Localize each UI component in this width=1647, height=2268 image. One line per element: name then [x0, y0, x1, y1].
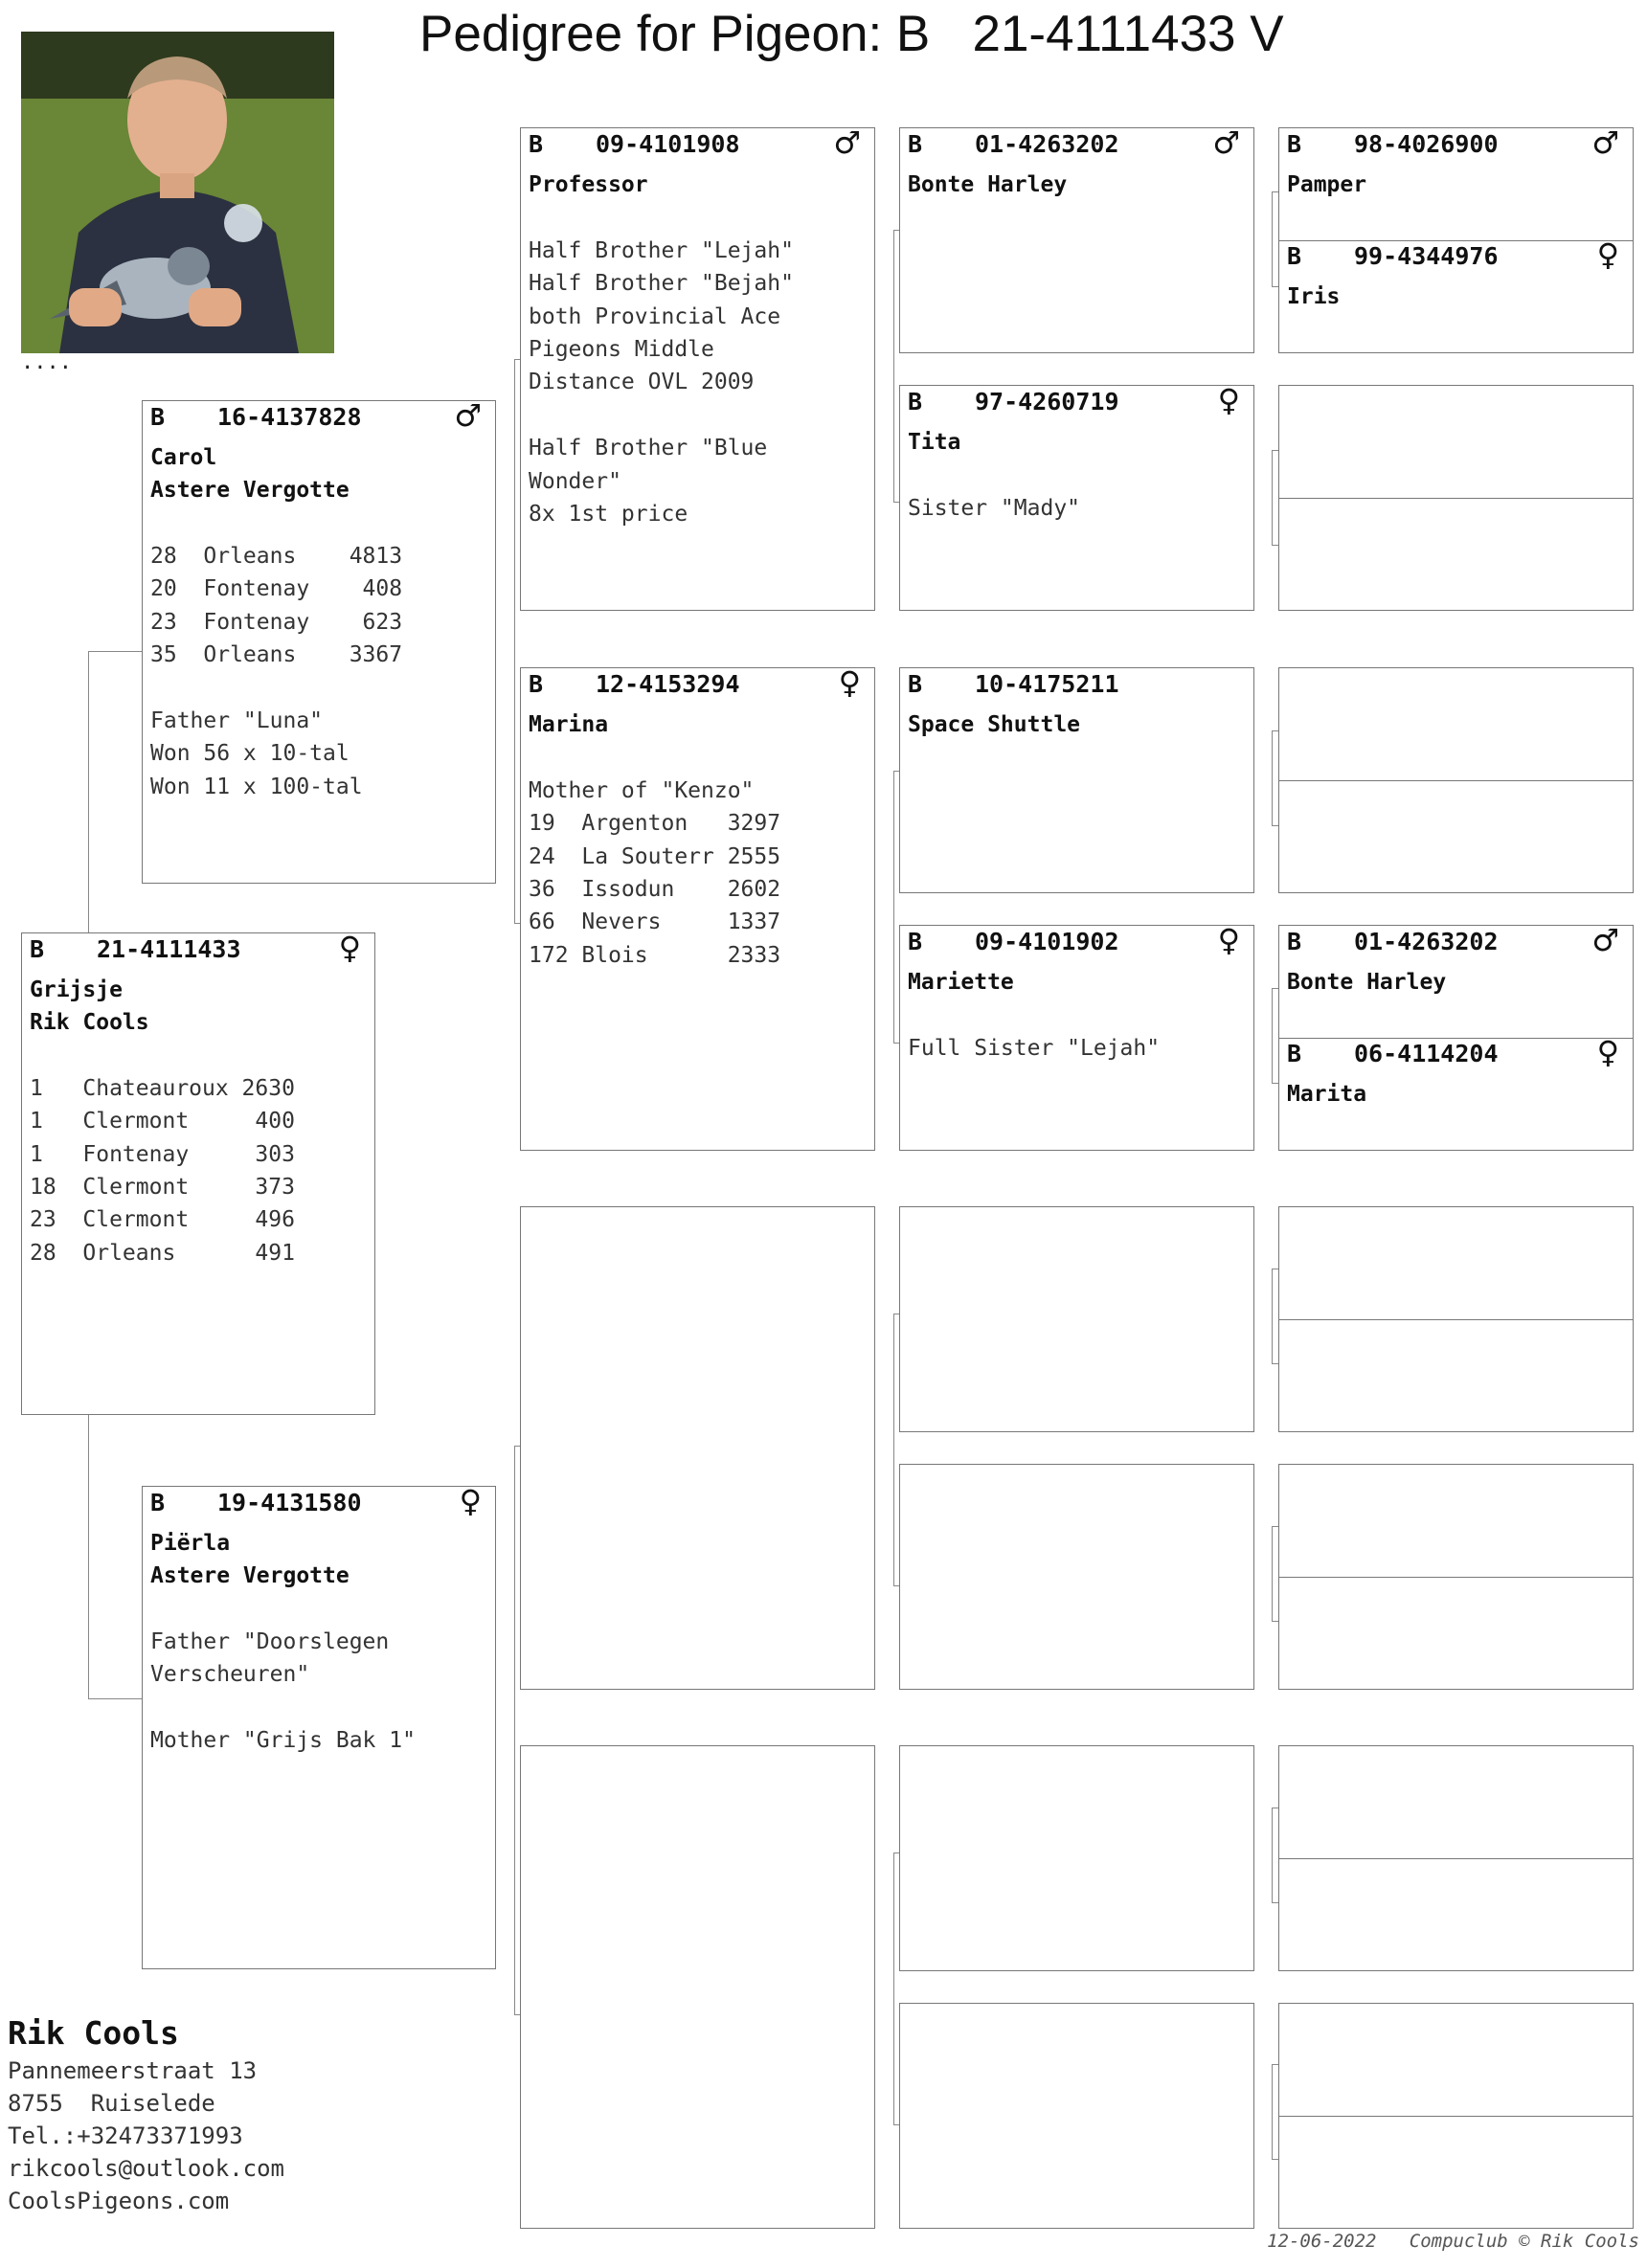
card-header [908, 382, 1240, 418]
card-header [908, 922, 1240, 958]
male-icon: ♂ [1591, 124, 1619, 161]
card-half-bottom [1279, 236, 1633, 352]
note-line: Father "Doorslegen [150, 1628, 390, 1654]
pedigree-card-sire [142, 397, 496, 884]
female-icon: ♀ [459, 1483, 482, 1519]
ring-number: 16-4137828 [217, 403, 362, 431]
note-line: Won 11 x 100-tal [150, 774, 363, 799]
pedigree-card-g4-pair-2 [1278, 385, 1634, 611]
pedigree-card-subject [21, 932, 375, 1415]
note-line: Mother "Grijs Bak 1" [150, 1728, 416, 1754]
note-line [529, 741, 869, 774]
card-divider [1279, 1858, 1633, 1859]
pigeon-name: Pamper [1287, 172, 1367, 197]
card-body [908, 966, 1248, 1065]
pedigree-card-dsd [899, 1464, 1254, 1690]
footer-credit: 12-06-2022 Compuclub © Rik Cools [1267, 2231, 1639, 2252]
pedigree-card-sds [899, 667, 1254, 893]
pigeon-name: Carol [150, 445, 217, 470]
pedigree-card-g4-pair-3 [1278, 667, 1634, 893]
card-body [908, 426, 1248, 525]
note-line: Distance OVL 2009 [529, 370, 755, 395]
note-line: Half Brother "Blue [529, 436, 768, 461]
card-divider [1279, 1319, 1633, 1320]
pigeon-name: Marina [529, 712, 609, 737]
breeder-name: Rik Cools [8, 2014, 179, 2052]
note-line: Full Sister "Lejah" [908, 1035, 1161, 1061]
ring-number: 12-4153294 [596, 670, 740, 698]
female-icon: ♀ [1596, 1034, 1619, 1070]
card-header [1287, 1034, 1619, 1070]
note-line: 66 Nevers 1337 [529, 909, 781, 935]
card-body [150, 1527, 489, 1757]
card-divider [1279, 498, 1633, 499]
pigeon-name: Mariette [908, 970, 1014, 995]
pigeon-name: Piërla [150, 1531, 231, 1556]
photo-caption: .... [21, 350, 72, 374]
note-line: 28 Orleans 4813 [150, 543, 403, 569]
ring-number: 98-4026900 [1354, 130, 1499, 158]
note-line: 28 Orleans 491 [30, 1240, 295, 1266]
note-line: 19 Argenton 3297 [529, 811, 781, 837]
note-line: 8x 1st price [529, 502, 688, 528]
male-icon: ♂ [1212, 124, 1240, 161]
pigeon-name: Iris [1287, 284, 1341, 309]
card-notes [908, 459, 1248, 525]
pedigree-card-dds [899, 1745, 1254, 1971]
breeder-phone: Tel.:+32473371993 [8, 2122, 243, 2149]
pigeon-name: Bonte Harley [908, 172, 1068, 197]
pedigree-card-g4-pair-8 [1278, 2003, 1634, 2229]
pedigree-card-dam [142, 1483, 496, 1969]
pedigree-card-sd [520, 664, 875, 1151]
card-notes [150, 1626, 489, 1758]
ring-number: 99-4344976 [1354, 242, 1499, 270]
card-body [529, 708, 869, 972]
note-line: Won 56 x 10-tal [150, 741, 350, 767]
note-line: Father "Luna" [150, 707, 324, 733]
country-code: B [908, 928, 923, 955]
pedigree-card-g4-pair-6 [1278, 1464, 1634, 1690]
card-header [150, 1483, 482, 1519]
card-header [529, 124, 861, 161]
card-notes [150, 540, 489, 803]
card-half-top [1279, 922, 1633, 1038]
breeder-website[interactable]: CoolsPigeons.com [8, 2188, 230, 2214]
note-line: Half Brother "Lejah" [529, 237, 794, 263]
card-header [30, 930, 361, 966]
note-line: Sister "Mady" [908, 495, 1081, 521]
country-code: B [529, 130, 544, 158]
pedigree-card-dd [520, 1745, 875, 2229]
pedigree-card-g4-pair-5 [1278, 1206, 1634, 1432]
ring-number: 19-4131580 [217, 1489, 362, 1516]
card-notes [30, 1072, 369, 1269]
pigeon-owner: Rik Cools [30, 1010, 149, 1036]
female-icon: ♀ [838, 664, 861, 701]
card-header [150, 397, 482, 434]
pigeon-owner: Astere Vergotte [150, 1563, 350, 1589]
card-body [30, 974, 369, 1269]
note-line: Mother of "Kenzo" [529, 777, 755, 803]
pigeon-name: Marita [1287, 1082, 1367, 1107]
male-icon: ♂ [833, 124, 861, 161]
ring-number: 10-4175211 [975, 670, 1119, 698]
female-icon: ♀ [1596, 236, 1619, 273]
female-icon: ♀ [1217, 382, 1240, 418]
card-header [1287, 236, 1619, 273]
page-title: Pedigree for Pigeon: B 21-4111433 V [419, 6, 1284, 62]
pedigree-card-ddd [899, 2003, 1254, 2229]
breeder-city: 8755 Ruiselede [8, 2090, 215, 2117]
pedigree-card-ss [520, 124, 875, 611]
note-line: 35 Orleans 3367 [150, 642, 403, 668]
card-notes [529, 741, 869, 972]
note-line: both Provincial Ace [529, 303, 781, 329]
country-code: B [150, 403, 166, 431]
female-icon: ♀ [1217, 922, 1240, 958]
country-code: B [1287, 928, 1302, 955]
male-icon: ♂ [454, 397, 482, 434]
breeder-address: Pannemeerstraat 13 [8, 2057, 258, 2084]
pigeon-name: Grijsje [30, 977, 123, 1002]
ring-number: 97-4260719 [975, 388, 1119, 415]
country-code: B [30, 935, 45, 963]
note-line: 18 Clermont 373 [30, 1175, 295, 1201]
pedigree-card-g4-pair-4 [1278, 922, 1634, 1151]
card-header [1287, 124, 1619, 161]
ring-number: 21-4111433 [97, 935, 241, 963]
card-body [908, 168, 1248, 201]
note-line [529, 399, 869, 432]
card-header [529, 664, 861, 701]
note-line: 20 Fontenay 408 [150, 576, 403, 602]
note-line: Verscheuren" [150, 1662, 310, 1688]
pigeon-name: Professor [529, 172, 648, 197]
pedigree-card-g4-pair-1 [1278, 124, 1634, 353]
pigeon-name: Bonte Harley [1287, 970, 1447, 995]
pedigree-card-sss [899, 124, 1254, 353]
note-line [908, 459, 1248, 491]
breeder-photo-image [21, 32, 334, 353]
ring-number: 09-4101908 [596, 130, 740, 158]
note-line: 1 Clermont 400 [30, 1109, 295, 1134]
country-code: B [1287, 1040, 1302, 1067]
card-notes [908, 999, 1248, 1065]
pedigree-card-dss [899, 1206, 1254, 1432]
note-line: 23 Fontenay 623 [150, 609, 403, 635]
country-code: B [908, 670, 923, 698]
note-line: Pigeons Middle [529, 337, 714, 363]
note-line [150, 1692, 489, 1724]
country-code: B [529, 670, 544, 698]
pigeon-owner: Astere Vergotte [150, 478, 350, 504]
pedigree-card-g4-pair-7 [1278, 1745, 1634, 1971]
card-header [908, 670, 1240, 699]
card-body [908, 708, 1248, 741]
pedigree-card-sdd [899, 922, 1254, 1151]
note-line [150, 671, 489, 704]
note-line [529, 201, 869, 234]
ring-number: 01-4263202 [1354, 928, 1499, 955]
note-line: 36 Issodun 2602 [529, 877, 781, 903]
ring-number: 09-4101902 [975, 928, 1119, 955]
country-code: B [1287, 130, 1302, 158]
ring-number: 01-4263202 [975, 130, 1119, 158]
country-code: B [150, 1489, 166, 1516]
note-line: 172 Blois 2333 [529, 942, 781, 968]
note-line: Half Brother "Bejah" [529, 271, 794, 297]
ring-number: 06-4114204 [1354, 1040, 1499, 1067]
card-body [150, 441, 489, 803]
note-line: 23 Clermont 496 [30, 1207, 295, 1233]
pedigree-card-ds [520, 1206, 875, 1690]
pigeon-name: Space Shuttle [908, 712, 1081, 737]
note-line [908, 999, 1248, 1031]
breeder-info [8, 2012, 284, 2217]
country-code: B [908, 130, 923, 158]
card-notes [529, 201, 869, 530]
note-line: 1 Fontenay 303 [30, 1141, 295, 1167]
country-code: B [908, 388, 923, 415]
card-half-bottom [1279, 1034, 1633, 1150]
card-body [529, 168, 869, 530]
note-line: Wonder" [529, 468, 621, 494]
card-header [908, 124, 1240, 161]
card-divider [1279, 780, 1633, 781]
country-code: B [1287, 242, 1302, 270]
breeder-email[interactable]: rikcools@outlook.com [8, 2155, 284, 2182]
note-line: 1 Chateauroux 2630 [30, 1075, 295, 1101]
pigeon-name: Tita [908, 430, 961, 455]
male-icon: ♂ [1591, 922, 1619, 958]
note-line: 24 La Souterr 2555 [529, 843, 781, 869]
female-icon: ♀ [338, 930, 361, 966]
card-header [1287, 922, 1619, 958]
card-divider [1279, 1577, 1633, 1578]
card-divider [1279, 2116, 1633, 2117]
pedigree-card-ssd [899, 382, 1254, 611]
breeder-photo [21, 32, 334, 353]
card-half-top [1279, 124, 1633, 240]
